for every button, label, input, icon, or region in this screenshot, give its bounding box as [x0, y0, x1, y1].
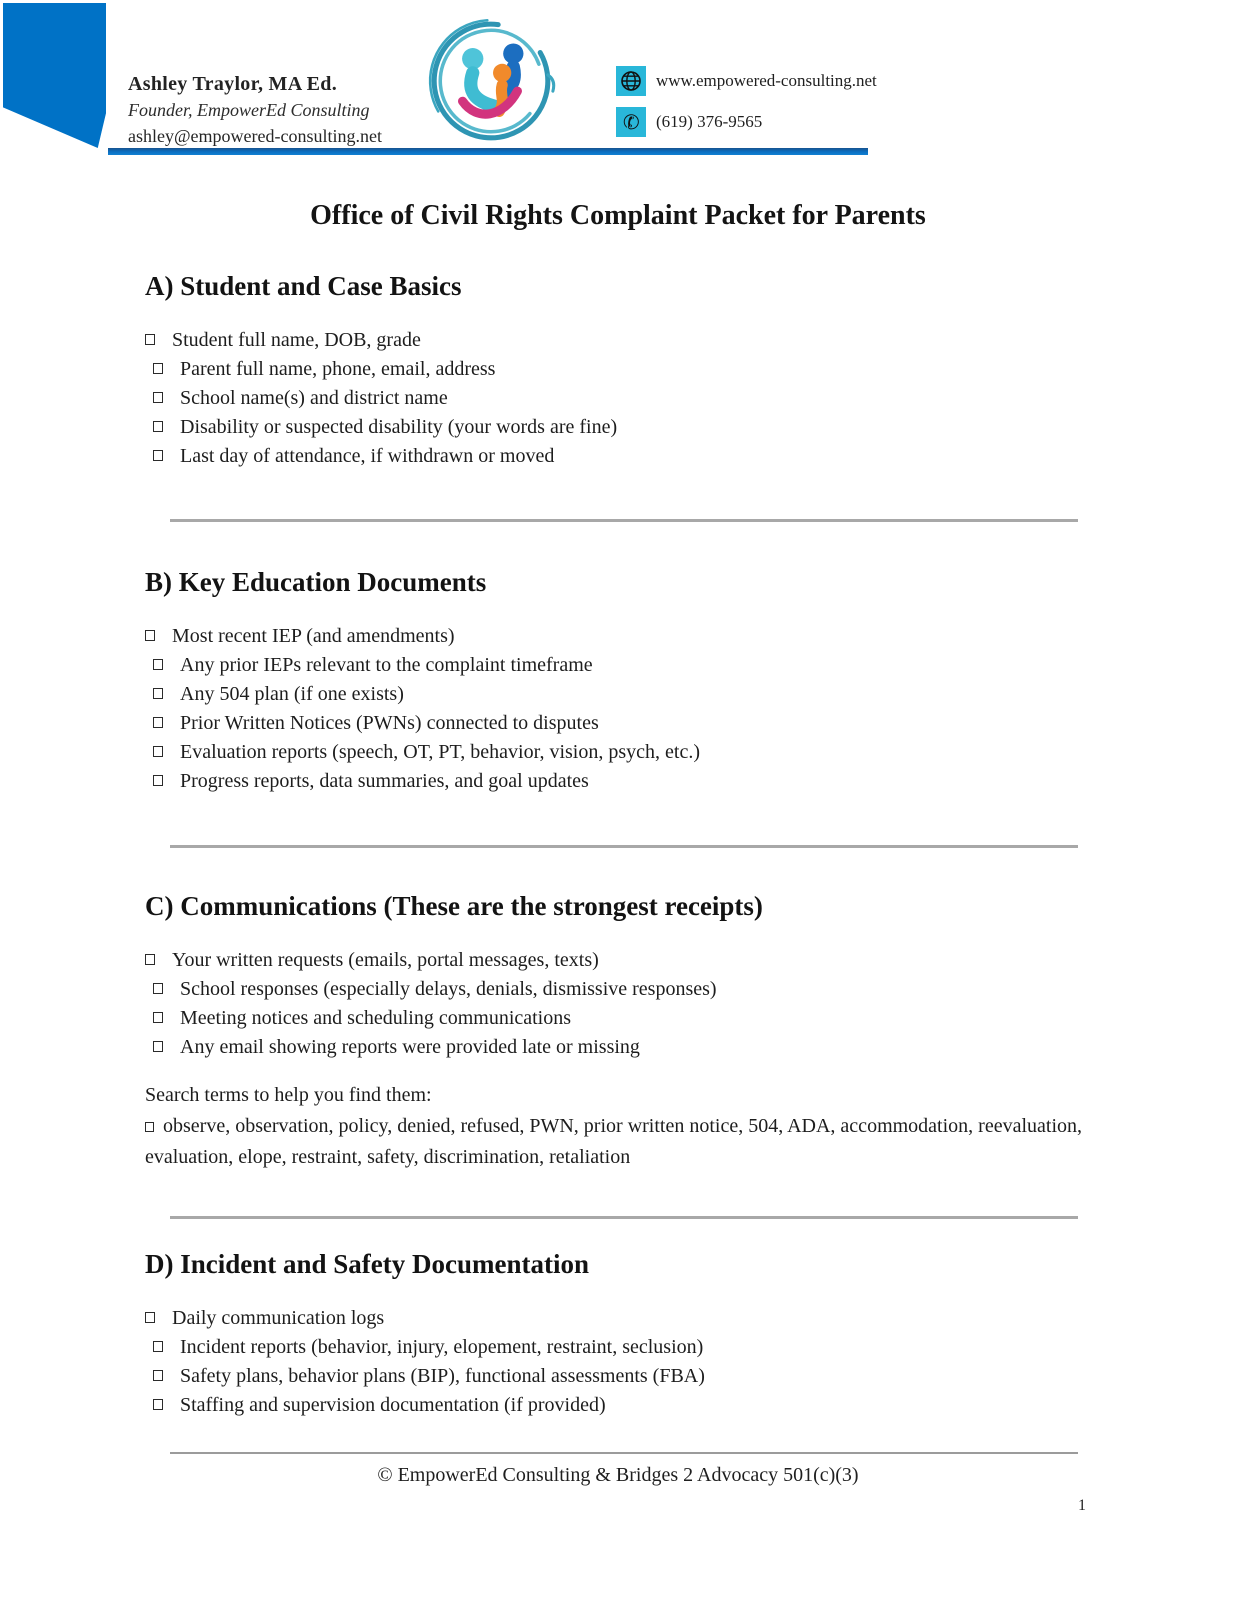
checkbox-icon — [153, 421, 163, 432]
checkbox-icon — [145, 1122, 154, 1132]
page-title: Office of Civil Rights Complaint Packet for Parents — [310, 200, 926, 231]
checkbox-icon — [153, 363, 163, 374]
item-label: Disability or suspected disability (your words are fine) — [180, 416, 618, 438]
checklist-item — [153, 680, 1090, 709]
section-divider — [170, 519, 1078, 522]
author-name: Ashley Traylor, MA Ed. — [128, 73, 338, 95]
item-label: Prior Written Notices (PWNs) connected to disputes — [180, 712, 599, 734]
item-label: Parent full name, phone, email, address — [180, 358, 496, 380]
checklist — [145, 622, 1090, 796]
checkbox-icon — [153, 983, 163, 994]
phone-icon: ✆ — [616, 107, 646, 137]
section-communications — [145, 890, 1090, 1173]
checkbox-icon — [145, 1312, 155, 1323]
item-label: Progress reports, data summaries, and goal updates — [180, 770, 589, 792]
checklist-item — [153, 738, 1090, 767]
section-heading: B) Key Education Documents — [145, 567, 487, 597]
section-incident-and-safety-documentation — [145, 1248, 1090, 1420]
brand-corner-shape — [3, 3, 106, 148]
checkbox-icon — [153, 1341, 163, 1352]
checklist-item — [153, 975, 1090, 1004]
section-heading: D) Incident and Safety Documentation — [145, 1249, 590, 1279]
section-divider — [170, 845, 1078, 848]
search-terms-text — [145, 1111, 1105, 1173]
checklist-item — [153, 1004, 1090, 1033]
item-label: Last day of attendance, if withdrawn or moved — [180, 445, 555, 467]
item-label: Safety plans, behavior plans (BIP), functional assessments (FBA) — [180, 1365, 705, 1387]
item-label: Daily communication logs — [172, 1307, 385, 1329]
section-student-and-case-basics — [145, 270, 1090, 471]
item-label: Your written requests (emails, portal messages, texts) — [172, 949, 599, 971]
checkbox-icon — [153, 392, 163, 403]
checklist-item — [153, 1391, 1090, 1420]
checklist-item — [153, 384, 1090, 413]
item-label: Any email showing reports were provided late or missing — [180, 1036, 640, 1058]
checkbox-icon — [145, 334, 155, 345]
search-terms-list: observe, observation, policy, denied, refused, PWN, prior written notice, 504, ADA, accommodation, reevaluation, evaluation, elope, restraint, safety, discrimination, retaliation — [145, 1115, 1083, 1168]
section-key-education-documents — [145, 566, 1090, 796]
checklist-item — [153, 1333, 1090, 1362]
checkbox-icon — [153, 450, 163, 461]
checklist-item — [153, 651, 1090, 680]
section-heading: A) Student and Case Basics — [145, 271, 462, 301]
item-label: Student full name, DOB, grade — [172, 329, 421, 351]
page-number: 1 — [1078, 1497, 1086, 1514]
checklist — [145, 946, 1090, 1062]
checkbox-icon — [153, 746, 163, 757]
item-label: Meeting notices and scheduling communications — [180, 1007, 572, 1029]
checklist-item — [153, 1362, 1090, 1391]
checkbox-icon — [153, 1012, 163, 1023]
phone-text: (619) 376-9565 — [656, 112, 763, 131]
checklist — [145, 326, 1090, 471]
checkbox-icon — [145, 954, 155, 965]
header-rule — [108, 148, 868, 155]
checklist-item — [145, 326, 1090, 355]
checklist-item — [153, 442, 1090, 471]
checkbox-icon — [153, 1399, 163, 1410]
checkbox-icon — [153, 659, 163, 670]
globe-icon — [616, 66, 646, 96]
checklist-item — [145, 1304, 1090, 1333]
contact-block — [616, 66, 877, 148]
item-label: Any prior IEPs relevant to the complaint timeframe — [180, 654, 593, 676]
checkbox-icon — [153, 775, 163, 786]
item-label: Most recent IEP (and amendments) — [172, 625, 455, 647]
checklist — [145, 1304, 1090, 1420]
search-terms-label: Search terms to help you find them: — [145, 1084, 432, 1106]
checklist-item — [145, 946, 1090, 975]
website-text: www.empowered-consulting.net — [656, 71, 877, 90]
search-helper-block — [145, 1080, 1090, 1173]
author-title: Founder, EmpowerEd Consulting — [128, 100, 370, 120]
checkbox-icon — [153, 688, 163, 699]
checklist-item — [153, 767, 1090, 796]
checkbox-icon — [145, 630, 155, 641]
checklist-item — [153, 709, 1090, 738]
checklist-item — [153, 413, 1090, 442]
item-label: Any 504 plan (if one exists) — [180, 683, 404, 705]
website-row — [616, 66, 877, 96]
item-label: Evaluation reports (speech, OT, PT, behavior, vision, psych, etc.) — [180, 741, 700, 763]
footer-divider — [170, 1452, 1078, 1454]
checklist-item — [153, 355, 1090, 384]
item-label: School name(s) and district name — [180, 387, 448, 409]
item-label: School responses (especially delays, denials, dismissive responses) — [180, 978, 717, 1000]
item-label: Incident reports (behavior, injury, elopement, restraint, seclusion) — [180, 1336, 704, 1358]
phone-row — [616, 107, 877, 137]
author-block — [128, 72, 382, 148]
company-logo-icon — [426, 12, 556, 150]
checkbox-icon — [153, 717, 163, 728]
checklist-item — [153, 1033, 1090, 1062]
section-heading: C) Communications (These are the strongest receipts) — [145, 891, 763, 921]
author-email: ashley@empowered-consulting.net — [128, 126, 383, 146]
item-label: Staffing and supervision documentation (if provided) — [180, 1394, 606, 1416]
section-divider — [170, 1216, 1078, 1219]
footer-copyright: © EmpowerEd Consulting & Bridges 2 Advocacy 501(c)(3) — [377, 1464, 859, 1486]
checkbox-icon — [153, 1041, 163, 1052]
checklist-item — [145, 622, 1090, 651]
checkbox-icon — [153, 1370, 163, 1381]
